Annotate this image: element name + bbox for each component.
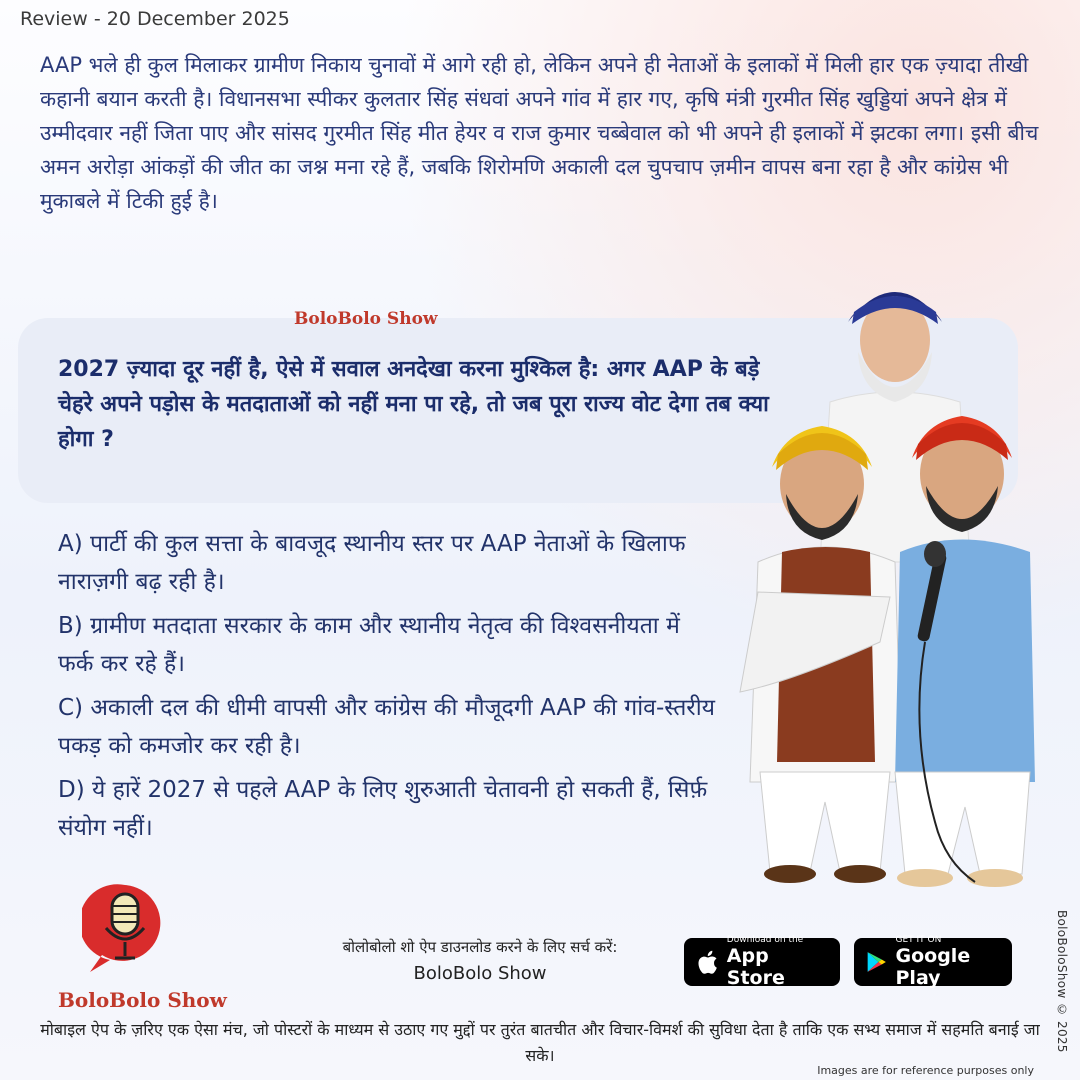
download-hint: बोलोबोलो शो ऐप डाउनलोड करने के लिए सर्च करें: xyxy=(342,938,618,956)
option-d[interactable]: D) ये हारें 2027 से पहले AAP के लिए शुरुआती चेतावनी हो सकती हैं, सिर्फ़ संयोग नहीं। xyxy=(58,777,708,841)
question-brand-label: BoloBolo Show xyxy=(294,309,438,329)
footer-tagline: मोबाइल ऐप के ज़रिए एक ऐसा मंच, जो पोस्टरों के माध्यम से उठाए गए मुद्दों पर तुरंत बातचीत और विचार-विमर्श की सुविधा देता है ताकि एक सभ्य समाज में सहमति बनाई जा सके। xyxy=(40,1020,1040,1065)
logo-text: BoloBolo Show xyxy=(58,988,227,1012)
app-store-big-label: App Store xyxy=(726,945,785,989)
option-a[interactable]: A) पार्टी की कुल सत्ता के बावजूद स्थानीय स्तर पर AAP नेताओं के खिलाफ नाराज़गी बढ़ रही है। xyxy=(58,531,686,595)
google-play-icon xyxy=(866,948,888,976)
app-store-small-label: Download on the xyxy=(726,935,804,945)
google-play-small-label: GET IT ON xyxy=(895,935,942,945)
option-b[interactable]: B) ग्रामीण मतदाता सरकार के काम और स्थानीय नेतृत्व की विश्वसनीयता में फर्क कर रहे हैं। xyxy=(58,613,680,677)
google-play-big-label: Google Play xyxy=(895,945,971,989)
apple-icon xyxy=(696,948,719,976)
intro-paragraph: AAP भले ही कुल मिलाकर ग्रामीण निकाय चुनावों में आगे रही हो, लेकिन अपने ही नेताओं के इलाकों में मिली हार एक ज़्यादा तीखी कहानी बयान करती है। विधानसभा स्पीकर कुलतार सिंह संधवां अपने गांव में हार गए, कृषि मंत्री गुरमीत सिंह खुड्डियां अपने क्षेत्र में उम्मीदवार नहीं जिता पाए और सांसद गुरमीत सिंह मीत हेयर व राज कुमार चब्बेवाल को भी अपने ही इलाकों में झटका लगा। इसी बीच अमन अरोड़ा आंकड़ों की जीत का जश्न मना रहे हैं, जबकि शिरोमणि अकाली दल चुपचाप ज़मीन वापस बना रहा है और कांग्रेस भी मुकाबले में टिकी हुई है। xyxy=(40,53,1039,213)
google-play-button[interactable] xyxy=(854,935,1012,989)
poll-options xyxy=(58,525,718,853)
download-app-name: BoloBolo Show xyxy=(413,963,547,984)
app-store-button[interactable] xyxy=(684,935,840,989)
poll-question: 2027 ज़्यादा दूर नहीं है, ऐसे में सवाल अनदेखा करना मुश्किल है: अगर AAP के बड़े चेहरे अपने पड़ोस के मतदाताओं को नहीं मना पा रहे, तो जब पूरा राज्य वोट देगा तब क्या होगा ? xyxy=(58,357,769,452)
podcast-microphone-icon xyxy=(82,880,168,980)
option-c[interactable]: C) अकाली दल की धीमी वापसी और कांग्रेस की मौजूदगी AAP की गांव-स्तरीय पकड़ को कमजोर कर रही है। xyxy=(58,695,716,759)
review-date: Review - 20 December 2025 xyxy=(20,8,290,30)
disclaimer: Images are for reference purposes only xyxy=(817,1064,1034,1077)
vertical-credit: BoloBoloShow © 2025 xyxy=(1055,910,1069,1053)
politicians-illustration xyxy=(730,262,1040,912)
